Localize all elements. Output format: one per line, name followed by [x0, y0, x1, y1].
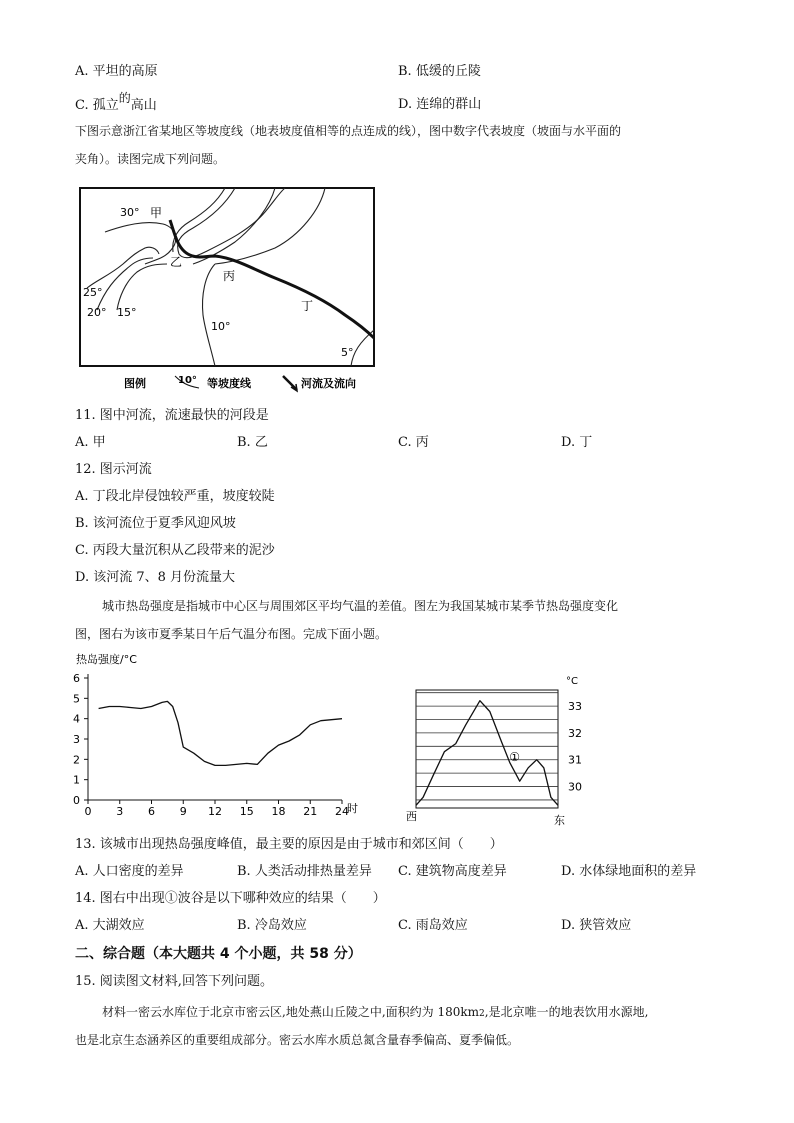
heat-island-axes	[73, 672, 349, 818]
y-tick-label: 4	[73, 712, 80, 726]
q15-material-unit-sup: 2	[479, 1009, 485, 1019]
label-yi: 乙	[170, 255, 183, 269]
q10-option-c-post: 高山	[130, 98, 157, 113]
q13-option-b: B. 人类活动排热量差异	[237, 864, 372, 879]
q14-option-a: A. 大湖效应	[75, 918, 145, 933]
q13-option-c: C. 建筑物高度差异	[398, 864, 507, 879]
legend-title: 图例	[124, 377, 146, 390]
q15-material-line1-text: 材料一密云水库位于北京市密云区,地处燕山丘陵之中,面积约为 180km	[102, 1005, 480, 1019]
legend-river-label: 河流及流向	[301, 377, 356, 390]
q13-option-a: A. 人口密度的差异	[75, 864, 184, 879]
label-5: 5°	[341, 346, 354, 359]
x-tick-label: 21	[303, 805, 318, 818]
contour-upper-d	[215, 188, 325, 264]
heat-island-xlabel: 时	[347, 802, 358, 815]
y-tick-label: 3	[73, 733, 80, 746]
slope-contour-map	[75, 180, 385, 395]
legend-river-sample	[283, 376, 297, 390]
river	[170, 220, 374, 338]
q13-option-d: D. 水体绿地面积的差异	[561, 864, 697, 879]
trough-annotation: ①	[509, 750, 521, 765]
y-tick-label: 0	[73, 794, 80, 807]
label-bing: 丙	[223, 269, 236, 283]
q10-option-c-pre: C. 孤立	[75, 98, 119, 113]
temperature-axes	[416, 690, 582, 808]
x-tick-label: 0	[84, 805, 92, 818]
q11-stem: 11. 图中河流，流速最快的河段是	[75, 408, 269, 423]
q12-option-b: B. 该河流位于夏季风迎风坡	[75, 516, 236, 531]
y-tick-label: 1	[73, 773, 80, 787]
q10-option-c-sup: 的	[118, 91, 131, 105]
legend-contour-value: 10°	[178, 375, 197, 386]
contour-10	[203, 264, 216, 366]
label-15: 15°	[117, 306, 137, 319]
q13-stem: 13. 该城市出现热岛强度峰值，最主要的原因是由于城市和郊区间（ ）	[75, 837, 503, 852]
q14-option-b: B. 冷岛效应	[237, 918, 307, 933]
q15-material-line1	[102, 1003, 648, 1023]
intro1-line2: 夹角）。读图完成下列问题。	[75, 152, 226, 166]
x-tick-label: 6	[148, 805, 155, 818]
heat-island-chart	[70, 650, 370, 825]
q12-option-a: A. 丁段北岸侵蚀较严重，坡度较陡	[75, 489, 275, 504]
y-tick-label: 5	[73, 692, 80, 706]
y-tick-label: 6	[73, 672, 80, 685]
label-ding: 丁	[301, 299, 314, 313]
y-tick-label: 31	[568, 753, 582, 767]
intro2-line1: 城市热岛强度是指城市中心区与周围郊区平均气温的差值。图左为我国某城市某季节热岛强度变化	[102, 599, 619, 613]
label-30: 30°	[120, 206, 140, 219]
q10-option-b: B. 低缓的丘陵	[398, 64, 481, 79]
label-jia: 甲	[150, 206, 163, 220]
intro2-line2: 图，图右为该市夏季某日午后气温分布图。完成下面小题。	[75, 627, 388, 641]
heat-island-ylabel: 热岛强度/°C	[76, 653, 137, 666]
q10-option-c	[75, 91, 157, 115]
temperature-series-line	[416, 701, 558, 806]
heat-island-series-line	[99, 701, 342, 765]
x-tick-label: 9	[179, 805, 187, 818]
y-tick-label: 2	[73, 753, 80, 767]
contour-30	[105, 223, 176, 264]
q12-option-d: D. 该河流 7、8 月份流量大	[75, 570, 236, 585]
q14-option-c: C. 雨岛效应	[398, 918, 468, 933]
legend-contour-label: 等坡度线	[207, 377, 251, 390]
x-tick-label: 24	[335, 805, 349, 818]
q11-option-c: C. 丙	[398, 435, 429, 450]
x-tick-label: 12	[208, 805, 222, 818]
label-20: 20°	[87, 306, 107, 319]
q11-option-d: D. 丁	[561, 435, 593, 450]
contour-upper-a	[178, 188, 285, 258]
intro1-line1: 下图示意浙江省某地区等坡度线（地表坡度值相等的点连成的线），图中数字代表坡度（坡面与水平面的	[75, 124, 622, 138]
q15-stem: 15. 阅读图文材料,回答下列问题。	[75, 974, 273, 989]
contour-25	[87, 247, 159, 288]
temperature-ylabel: °C	[566, 676, 578, 687]
label-10: 10°	[211, 320, 231, 333]
temperature-xlabel-east: 东	[554, 814, 565, 827]
map-legend	[124, 375, 356, 391]
q11-option-b: B. 乙	[237, 435, 268, 450]
y-tick-label: 30	[568, 780, 582, 794]
q12-option-c: C. 丙段大量沉积从乙段带来的泥沙	[75, 543, 275, 558]
q10-option-d: D. 连绵的群山	[398, 97, 482, 112]
label-25: 25°	[83, 286, 103, 299]
y-tick-label: 32	[568, 726, 582, 740]
q14-option-d: D. 狭管效应	[561, 918, 632, 933]
q11-option-a: A. 甲	[75, 435, 106, 450]
temperature-xlabel-west: 西	[406, 810, 417, 823]
y-tick-label: 33	[568, 700, 582, 714]
x-tick-label: 15	[239, 805, 254, 818]
temperature-profile-chart	[400, 670, 600, 830]
q10-option-a: A. 平坦的高原	[75, 64, 158, 79]
x-tick-label: 18	[271, 805, 286, 818]
q15-material-line2: 也是北京生态涵养区的重要组成部分。密云水库水质总氮含量春季偏高、夏季偏低。	[75, 1033, 520, 1047]
q15-material-line1-end: ,是北京唯一的地表饮用水源地,	[484, 1005, 649, 1019]
contour-20	[97, 258, 153, 310]
section2-title: 二、综合题（本大题共 4 个小题，共 58 分）	[75, 946, 362, 962]
x-tick-label: 3	[116, 805, 124, 818]
contour-upper-b	[173, 188, 225, 252]
q12-stem: 12. 图示河流	[75, 462, 152, 477]
q14-stem: 14. 图右中出现①波谷是以下哪种效应的结果（ ）	[75, 891, 386, 906]
